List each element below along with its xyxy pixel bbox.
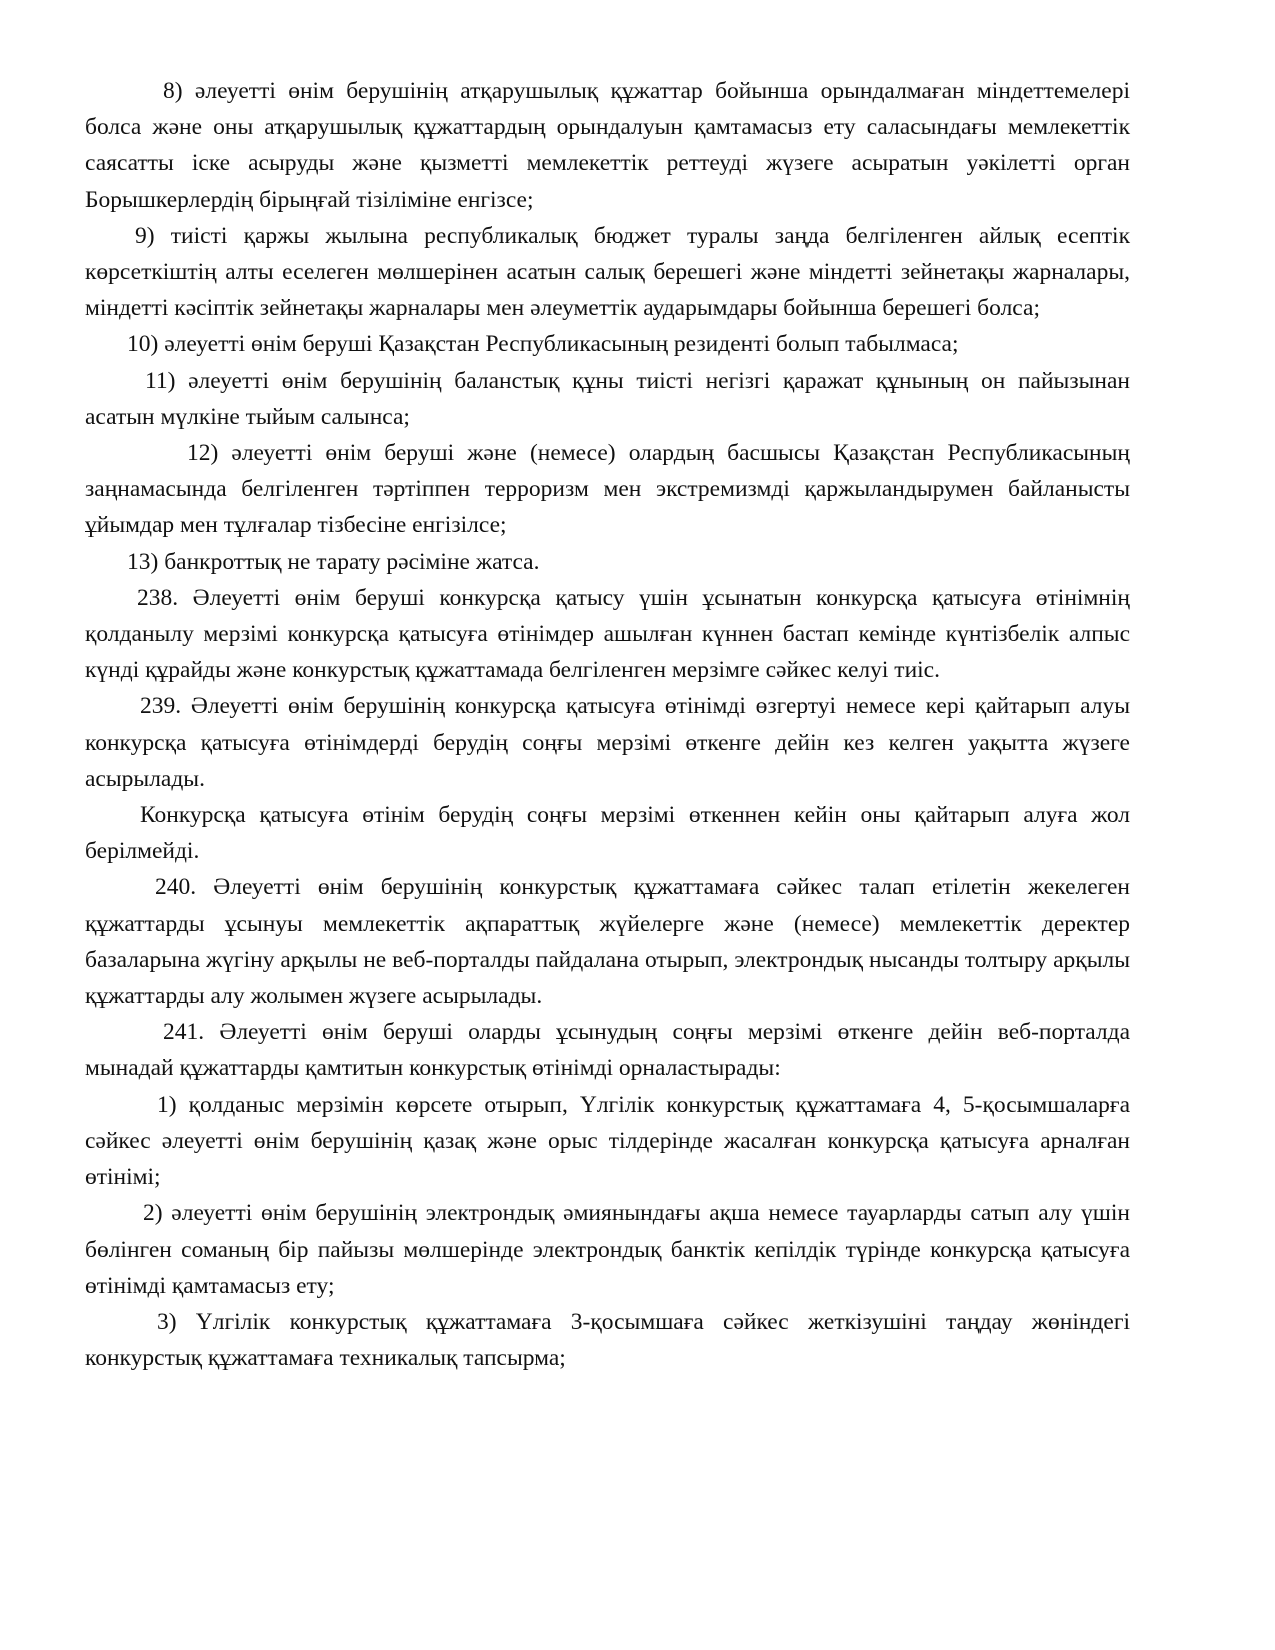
paragraph-item-13: 13) банкроттық не тарату рәсіміне жатса. [127, 548, 540, 575]
section-239: 239. Әлеуетті өнім берушінің конкурсқа қатысуға өтінімді өзгертуі немесе кері қайтарып алуы конкурсқа қатысуға өтінімдерді берудің соңғы мерзімі өткенге дейін кез келген уақытта жүзеге асырылады. [85, 693, 1130, 792]
paragraph-item-8: 8) әлеуетті өнім берушінің атқарушылық құжаттар бойынша орындалмаған міндеттемелері болса және оны атқарушылық құжаттардың орындалуын қамтамасыз ету саласындағы мемлекеттік саясатты іске асыруды және қызметті мемлекеттік реттеуді жүзеге асыратын уәкілетті орган Борышкерлердің бірыңғай тізіліміне енгізсе; [85, 78, 1130, 213]
section-238: 238. Әлеуетті өнім беруші конкурсқа қатысу үшін ұсынатын конкурсқа қатысуға өтінімнің қолданылу мерзімі конкурсқа қатысуға өтінімдер ашылған күннен бастап кемінде күнтізбелік алпыс күнді құрайды және конкурстық құжаттамада белгіленген мерзімге сәйкес келуі тиіс. [85, 584, 1130, 684]
section-241-item-1: 1) қолданыс мерзімін көрсете отырып, Үлгілік конкурстық құжаттамаға 4, 5-қосымшаларға сәйкес әлеуетті өнім берушінің қазақ және орыс тілдерінде жасалған конкурсқа қатысуға арналған өтінімі; [85, 1091, 1130, 1191]
section-241: 241. Әлеуетті өнім беруші оларды ұсынудың соңғы мерзімі өткенге дейін веб-порталда мынадай құжаттарды қамтитын конкурстық өтінімді орналастырады: [85, 1019, 1130, 1082]
section-241-item-2: 2) әлеуетті өнім берушінің электрондық әмиянындағы ақша немесе тауарларды сатып алу үшін бөлінген соманың бір пайызы мөлшерінде электрондық банктік кепілдік түрінде конкурсқа қатысуға өтінімді қамтамасыз ету; [85, 1200, 1130, 1299]
section-240: 240. Әлеуетті өнім берушінің конкурстық құжаттамаға сәйкес талап етілетін жекелеген құжаттарды ұсынуы мемлекеттік ақпараттық жүйелерге және (немесе) мемлекеттік деректер базаларына жүгіну арқылы не веб-порталды пайдалана отырып, электрондық нысанды толтыру арқылы құжаттарды алу жолымен жүзеге асырылады. [85, 874, 1130, 1010]
section-239-note: Конкурсқа қатысуға өтінім берудің соңғы мерзімі өткеннен кейін оны қайтарып алуға жол берілмейді. [85, 802, 1130, 865]
paragraph-item-12: 12) әлеуетті өнім беруші және (немесе) олардың басшысы Қазақстан Республикасының заңнамасында белгіленген тәртіппен терроризм мен экстремизмді қаржыландырумен байланысты ұйымдар мен тұлғалар тізбесіне енгізілсе; [85, 440, 1130, 539]
section-241-item-3: 3) Үлгілік конкурстық құжаттамаға 3-қосымшаға сәйкес жеткізушіні таңдау жөніндегі конкурстық құжаттамаға техникалық тапсырма; [85, 1308, 1130, 1372]
document-page [85, 73, 1130, 1376]
paragraph-item-10: 10) әлеуетті өнім беруші Қазақстан Республикасының резиденті болып табылмаса; [127, 331, 959, 358]
paragraph-item-11: 11) әлеуетті өнім берушінің баланстық құны тиісті негізгі қаражат құнының он пайызынан асатын мүлкіне тыйым салынса; [85, 367, 1130, 430]
paragraph-item-9: 9) тиісті қаржы жылына республикалық бюджет туралы заңда белгіленген айлық есептік көрсеткіштің алты еселеген мөлшерінен асатын салық берешегі және міндетті зейнетақы жарналары, міндетті кәсіптік зейнетақы жарналары мен әлеуметтік аударымдары бойынша берешегі болса; [85, 222, 1130, 322]
